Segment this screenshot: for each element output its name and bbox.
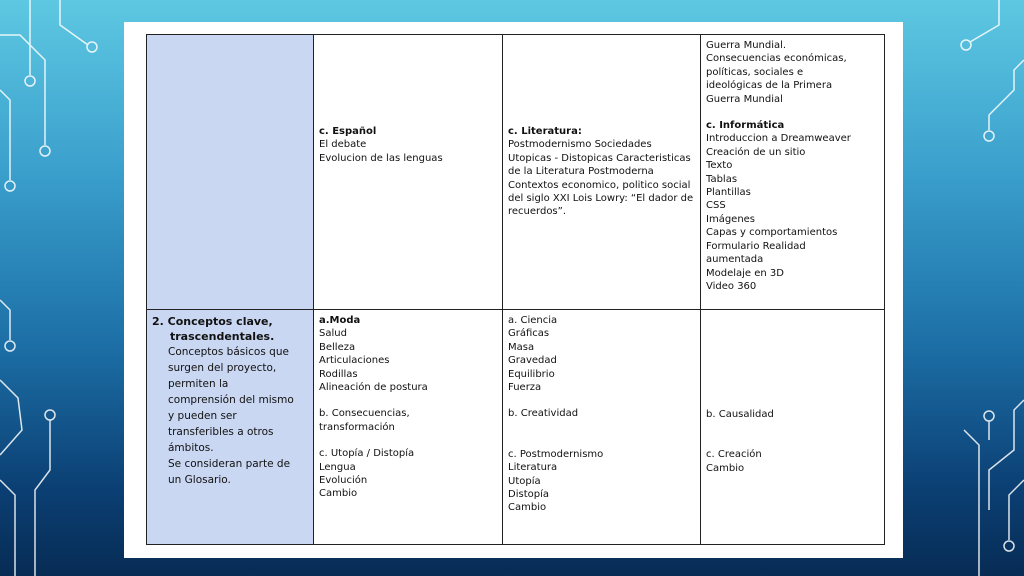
informatica-line: Capas y comportamientos — [706, 227, 838, 239]
table-row — [147, 310, 885, 545]
moda-line: Rodillas — [319, 368, 358, 380]
postmodernismo-line: Literatura — [508, 462, 558, 474]
creacion-heading: c. Creación — [706, 449, 762, 461]
utopia-line: Cambio — [319, 488, 358, 500]
consecuencias-heading: b. Consecuencias, — [319, 408, 410, 420]
informatica-line: Creación de un sitio — [706, 146, 806, 158]
guerra-line: ideológicas de la Primera — [706, 80, 833, 92]
informatica-line: CSS — [706, 200, 726, 212]
table-cell-informatica — [701, 35, 885, 310]
postmodernismo-line: Cambio — [508, 502, 547, 514]
creacion-line: Cambio — [706, 462, 745, 474]
informatica-line: Video 360 — [706, 280, 757, 292]
literatura-heading: c. Literatura: — [508, 126, 582, 137]
slide-card — [124, 22, 903, 558]
table-cell-conceptos — [147, 310, 314, 545]
table-cell-espanol — [314, 35, 503, 310]
moda-line: Salud — [319, 328, 347, 340]
ciencia-line: Gravedad — [508, 355, 557, 367]
conceptos-title: trascendentales. — [170, 330, 275, 343]
postmodernismo-line: Utopía — [508, 475, 541, 487]
informatica-line: Tablas — [706, 173, 738, 185]
consecuencias-line: transformación — [319, 421, 395, 433]
postmodernismo-heading: c. Postmodernismo — [508, 448, 604, 460]
table-cell-causalidad — [701, 310, 885, 545]
moda-line: Articulaciones — [319, 355, 390, 367]
table-cell-moda — [314, 310, 503, 545]
informatica-line: Introduccion a Dreamweaver — [706, 133, 851, 145]
postmodernismo-line: Distopía — [508, 489, 549, 501]
curriculum-table — [146, 34, 885, 545]
circuit-decoration-left — [0, 0, 120, 576]
moda-line: Belleza — [319, 341, 356, 353]
table-row — [147, 35, 885, 310]
moda-line: Alineación de postura — [319, 382, 428, 394]
ciencia-line: Fuerza — [508, 382, 542, 394]
guerra-line: Guerra Mundial. — [706, 40, 787, 51]
moda-heading: a.Moda — [319, 315, 361, 326]
ciencia-line: Equilibrio — [508, 368, 555, 380]
literatura-text: Postmodernismo Sociedades Utopicas - Distopicas Caracteristicas de la Literatura Postmoderna Contextos economico, politico social del siglo XXI Lois Lowry: “El dador de recuerdos”. — [508, 139, 694, 218]
ciencia-line: Gráficas — [508, 328, 550, 340]
informatica-line: Plantillas — [706, 187, 751, 199]
espanol-line: El debate — [319, 139, 367, 151]
causalidad-heading: b. Causalidad — [706, 409, 774, 420]
table-cell-label-empty — [147, 35, 314, 310]
espanol-heading: c. Español — [319, 126, 377, 137]
guerra-line: Consecuencias económicas, — [706, 53, 847, 65]
guerra-line: políticas, sociales e — [706, 66, 804, 78]
ciencia-heading: a. Ciencia — [508, 315, 558, 326]
table-cell-literatura — [503, 35, 701, 310]
informatica-line: Formulario Realidad — [706, 240, 806, 252]
informatica-line: aumentada — [706, 254, 764, 266]
circuit-decoration-right — [904, 0, 1024, 576]
guerra-line: Guerra Mundial — [706, 93, 783, 105]
table-cell-ciencia — [503, 310, 701, 545]
informatica-line: Imágenes — [706, 213, 756, 225]
utopia-heading: c. Utopía / Distopía — [319, 448, 415, 460]
informatica-line: Modelaje en 3D — [706, 267, 784, 279]
creatividad-heading: b. Creatividad — [508, 408, 579, 420]
conceptos-title: 2. Conceptos clave, — [152, 315, 273, 328]
utopia-line: Evolución — [319, 475, 368, 487]
informatica-heading: c. Informática — [706, 120, 785, 132]
informatica-line: Texto — [706, 160, 733, 172]
espanol-line: Evolucion de las lenguas — [319, 152, 443, 164]
conceptos-description: Conceptos básicos que surgen del proyecto, permiten la comprensión del mismo y pueden ser transferibles a otros ámbitos. Se consideran parte de un Glosario. — [168, 346, 294, 486]
ciencia-line: Masa — [508, 341, 535, 353]
utopia-line: Lengua — [319, 461, 356, 473]
